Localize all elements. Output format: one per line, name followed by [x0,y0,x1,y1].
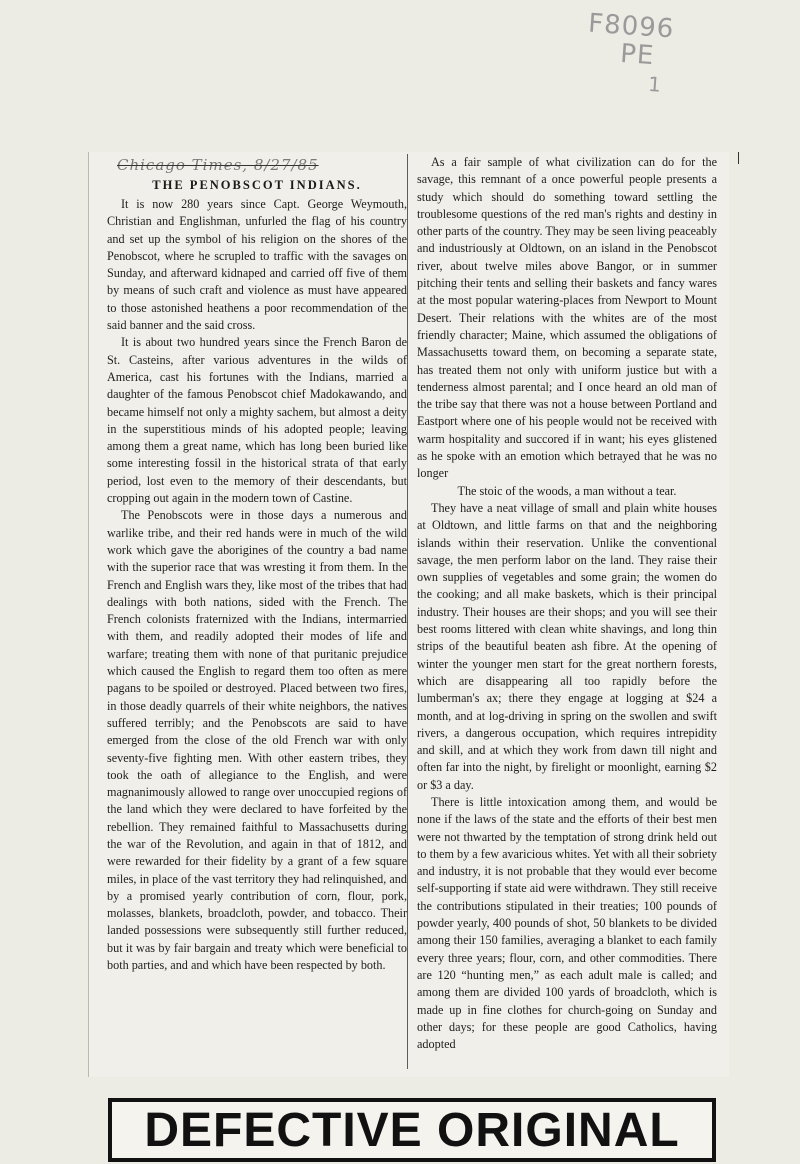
paragraph: They have a neat village of small and plain white houses at Oldtown, and little farms on that and the neighboring islands within their reservation. Unlike the conventional savage, the men perform labor on the land. They raise their own supplies of vegetables and some grain; the women do the cooking; and all make baskets, which is their principal industry. Their houses are their shops; and you will see their best rooms littered with clean white shavings, and long thin strips of the beautiful beaten ash fibre. At the opening of winter the younger men start for the great northern forests, which are disappearing all too rapidly before the lumberman's ax; there they engage at logging at $24 a month, and at log-driving in spring on the swollen and swift rivers, a dangerous occupation, which requires intrepidity and skill, and at which they work from dawn till night and often far into the night, by firelight or moonlight, earning $2 or $3 a day. [417,500,717,792]
handwritten-source-note: Chicago Times, 8/27/85 [117,156,319,174]
right-column [417,154,717,1053]
column-divider [407,154,408,1069]
paragraph: It is about two hundred years since the French Baron de St. Casteins, after various adventures in the wilds of America, cast his fortunes with the Indians, married a daughter of the famous Penobscot chief Madokawando, and became himself not only a mighty sachem, but almost a deity in the superstitious minds of his adopted people; leaving among them a great name, which has long been buried like some interesting fossil in the historical strata of that early period, lost even to the memory of their descendants, but cropping out again in the modern town of Castine. [107,335,407,506]
paragraph: The Penobscots were in those days a numerous and warlike tribe, and their red hands were in much of the wild work which gave the aborigines of the country a bad name with the superior race that was wresting it from them. In the French and English wars they, like most of the tribes that had dealings with both nations, sided with the French. The French colonists fraternized with the Indians, intermarried with them, and readily adopted their modes of life and warfare; treating them with none of that puritanic prejudice which caused the English to regard them too often as mere pagans to be spoiled or destroyed. Placed between two fires, in those deadly quarrels of their white neighbors, the natives suffered terribly; and the Penobscots are said to have emerged from the close of the old French war with only seventy-five fighting men. With other eastern tribes, they took the oath of allegiance to the English, and were magnanimously allowed to range over unoccupied regions of the land which they were declared to have forfeited by the rebellion. They remained faithful to Massachusetts during the war of the Revolution, and again in that of 1812, and were rewarded for their fidelity by a grant of a few square miles, in place of the vast territory they had relinquished, and by a promised yearly contribution of corn, flour, pork, molasses, blankets, broadcloth, powder, and tobacco. Their landed possessions were subsequently still further reduced, but it was by fair bargain and treaty which were beneficial to both parties, and and which have been respected by both. [107,508,407,973]
defective-original-stamp [108,1098,716,1162]
left-column [107,196,407,974]
article-headline: THE PENOBSCOT INDIANS. [152,178,362,192]
paragraph: As a fair sample of what civilization can do for the savage, this remnant of a once powerful people presents a study which should do something toward settling the troublesome questions of the red man's rights and destiny in other parts of the country. They may be seen living peaceably and industriously at Oldtown, on an island in the Penobscot river, about twelve miles above Bangor, or in summer pitching their tents and selling their baskets and fancy wares at the most popular watering-places from Newport to Mount Desert. Their relations with the whites are of the most friendly character; Maine, which assumed the obligations of Massachusetts toward them, on becoming a separate state, has treated them not only with uniform justice but with a tenderness almost parental; and I once heard an old man of the tribe say that there was not a house between Portland and Eastport where one of his people would not be received with warm hospitality and succored if in want; his eyes glistened as he spoke with an emotion which betrayed that he was no longer [417,155,717,481]
pencil-note-line-1: F8096 [587,8,676,45]
poetic-quote: The stoic of the woods, a man without a tear. [457,483,677,498]
paragraph: It is now 280 years since Capt. George Weymouth, Christian and Englishman, unfurled the flag of his country and set up the symbol of his religion on the shores of the Penobscot, where he scrupled to traffic with the savages on Sunday, and afterward kidnaped and carried off five of them by means of such craft and violence as must have appeared to those astonished heathens a poor recommendation of the said banner and the said cross. [107,197,407,333]
paragraph: There is little intoxication among them, and would be none if the laws of the state and the efforts of their best men were not thwarted by the temptation of strong drink held out to them by a few avaricious whites. Yet with all their sobriety and industry, it is not probable that they would ever become self-supporting if state aid were withdrawn. They still receive the contributions stipulated in their treaties; 100 pounds of powder yearly, 400 pounds of shot, 50 blankets to be divided among their 150 families, averaging a blanket to each family every three years; flour, corn, and other commodities. There are 120 “hunting men,” as each adult male is called; and among them are divided 100 yards of broadcloth, which is made up in fine clothes for church-going on Sunday and other days; for these people are good Catholics, having adopted [417,794,717,1052]
scan-mark [738,152,739,164]
stamp-label: DEFECTIVE ORIGINAL [144,1103,680,1157]
pencil-note-line-2: PE [619,38,656,72]
pencil-note-line-3: 1 [647,71,663,97]
newspaper-clipping [88,152,729,1077]
pencil-catalog-note [583,10,719,109]
